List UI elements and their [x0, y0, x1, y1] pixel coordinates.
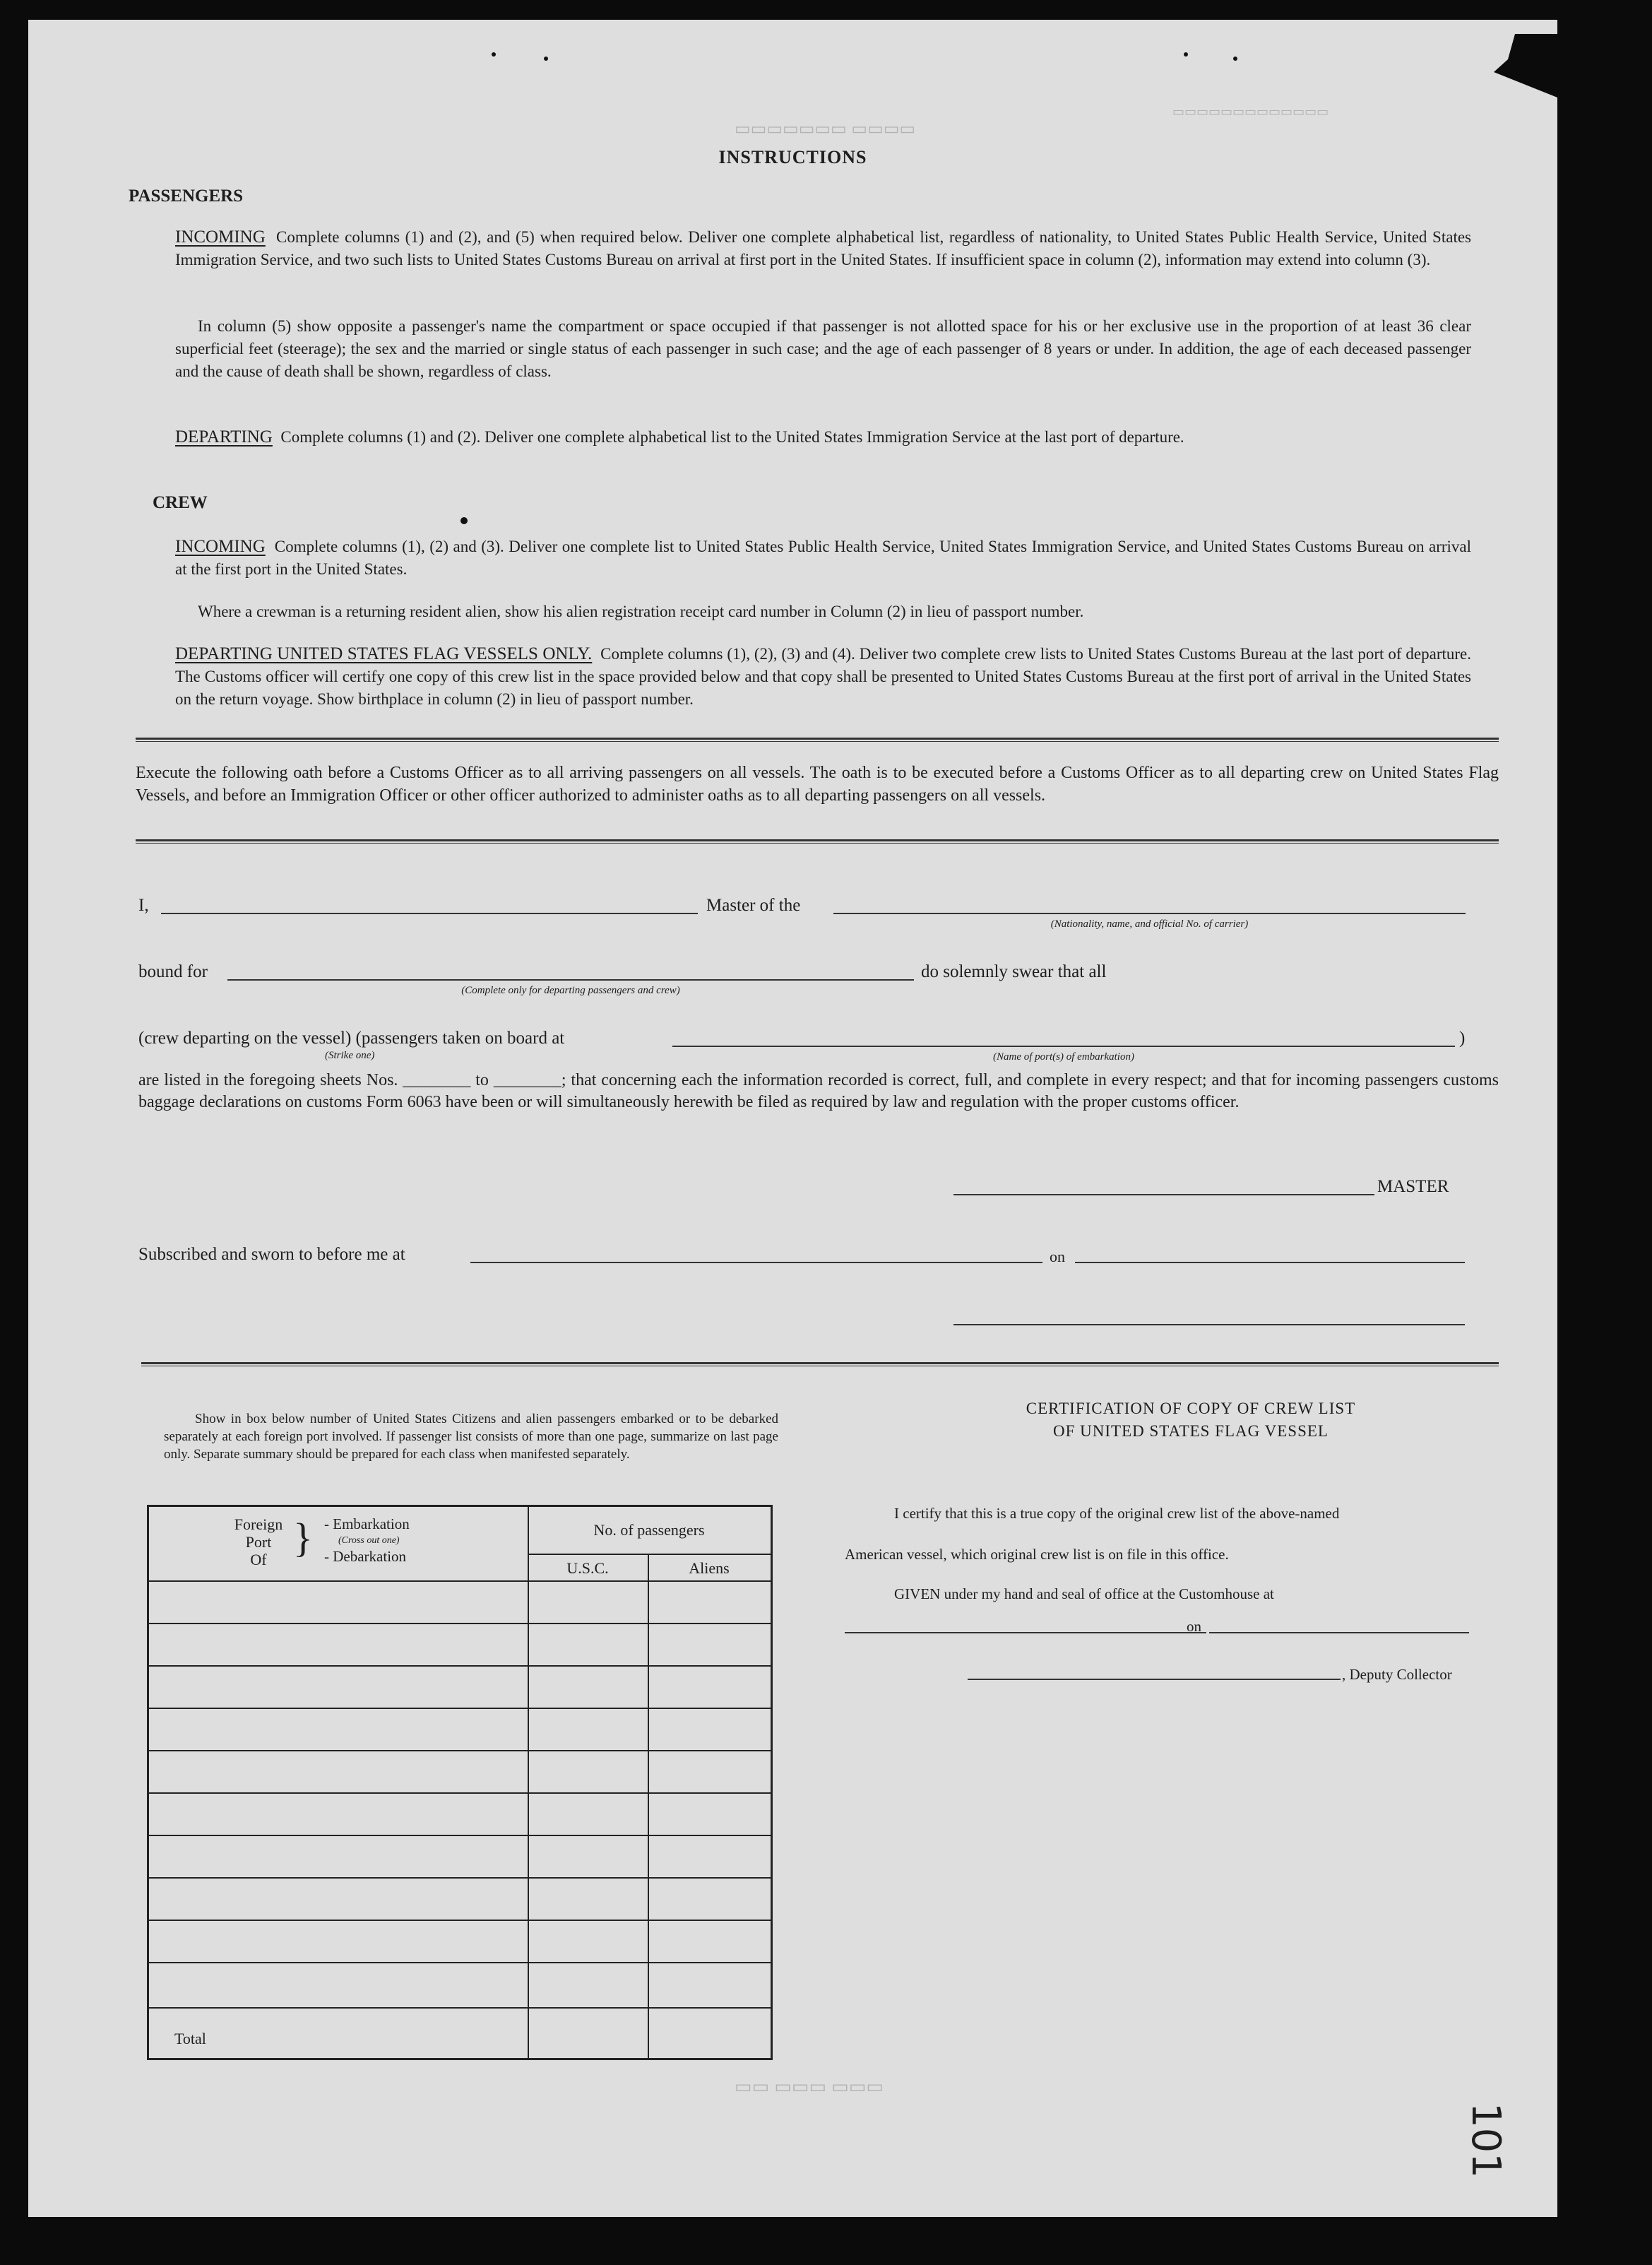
- given-text: GIVEN under my hand and seal of office at the Customhouse at: [894, 1585, 1274, 1602]
- oath-intro: [136, 762, 1499, 807]
- certify-text: I certify that this is a true copy of the original crew list of the above-named: [894, 1505, 1340, 1522]
- usc-header: U.S.C.: [566, 1559, 609, 1577]
- bound-for-field[interactable]: [227, 979, 914, 981]
- bound-for-caption: (Complete only for departing passengers and crew): [461, 985, 680, 996]
- aliens-header: Aliens: [689, 1559, 730, 1577]
- table-header-bottom: [149, 1580, 771, 1582]
- oath-i-label: I,: [138, 896, 149, 915]
- bleed-through-mark: ▭▭▭▭▭▭▭▭▭▭▭▭▭: [1172, 105, 1329, 119]
- table-total-row: [149, 2007, 771, 2009]
- column5-instruction: [175, 315, 1471, 383]
- cross-out-caption: (Cross out one): [338, 1535, 400, 1546]
- master-signature-field[interactable]: [953, 1194, 1374, 1195]
- table-column-divider: [648, 1555, 649, 2058]
- master-of-the-label: Master of the: [706, 896, 801, 915]
- section-divider: [136, 839, 1499, 844]
- port-embarkation-caption: (Name of port(s) of embarkation): [993, 1051, 1134, 1063]
- crew-departing-text: (crew departing on the vessel) (passengers taken on board at: [138, 1029, 565, 1048]
- table-row: [149, 1792, 771, 1794]
- table-header-divider: [528, 1554, 771, 1555]
- customhouse-field[interactable]: [845, 1632, 1206, 1633]
- officer-signature-field[interactable]: [953, 1324, 1465, 1325]
- section-divider: [141, 1362, 1499, 1366]
- crewman-text: Where a crewman is a returning resident alien, show his alien registration receipt card number in Column (2) in lieu of passport number.: [198, 603, 1084, 620]
- foreign-port-of-label: Foreign Port Of: [234, 1515, 283, 1568]
- bleed-through-mark: ▭▭▭▭▭▭▭ ▭▭▭▭: [735, 119, 916, 138]
- oath-intro-text: Execute the following oath before a Customs Officer as to all arriving passengers on all vessels. The oath is to be executed before a Customs Officer as to all departing crew on United States Flag Vessels, and before an Immigration Officer or other officer authorized to administer oaths as to all departing passengers on all vessels.: [136, 764, 1499, 805]
- table-row: [149, 1623, 771, 1624]
- incoming-text: Complete columns (1) and (2), and (5) when required below. Deliver one complete alphabetical list, regardless of nationality, to United States Public Health Service, United States Immigration Service, and two such lists to United States Customs Bureau on arrival at first port in the United States. If insufficient space in column (2), information may extend into column (3).: [175, 228, 1471, 268]
- crew-incoming-text: Complete columns (1), (2) and (3). Deliver one complete list to United States Public Health Service, United States Immigration Service, and United States Customs Bureau on arrival at the first port in the United States.: [175, 538, 1471, 578]
- no-of-passengers-header: No. of passengers: [593, 1521, 705, 1539]
- table-row: [149, 1750, 771, 1751]
- certification-title-line2: OF UNITED STATES FLAG VESSEL: [1053, 1422, 1329, 1440]
- crewman-instruction: [175, 601, 1471, 623]
- subscribed-place-field[interactable]: [470, 1262, 1042, 1263]
- certification-title: [873, 1397, 1509, 1443]
- master-name-field[interactable]: [161, 913, 698, 914]
- subscribed-date-field[interactable]: [1075, 1262, 1465, 1263]
- embarkation-label: - Embarkation: [324, 1515, 410, 1532]
- port-embarkation-field[interactable]: [672, 1046, 1455, 1047]
- carrier-field[interactable]: [833, 913, 1466, 914]
- american-vessel-text: American vessel, which original crew list is on file in this office.: [845, 1546, 1229, 1563]
- incoming-label: INCOMING: [175, 227, 266, 247]
- flag-vessels-instruction: [175, 643, 1471, 711]
- punch-dot: [1184, 52, 1188, 57]
- listed-statement: [138, 1070, 1499, 1113]
- flag-vessels-text: Complete columns (1), (2), (3) and (4). Deliver two complete crew lists to United States Customs Bureau at the last port of departure. The Customs officer will certify one copy of this crew list in the space provided below and that copy shall be presented to United States Customs Bureau at the first port of arrival in the United States on the return voyage. Show birthplace in column (2) in lieu of passport number.: [175, 645, 1471, 708]
- table-row: [149, 1835, 771, 1836]
- table-column-divider: [528, 1507, 529, 2058]
- crew-heading: CREW: [153, 493, 208, 512]
- debarkation-label: - Debarkation: [324, 1548, 407, 1565]
- listed-statement-text: are listed in the foregoing sheets Nos. ________ to ________; that concerning each the information recorded is correct, full, and complete in every respect; and that for incoming passengers customs baggage declarations on customs Form 6063 have been or will simultaneously herewith be filed as required by law and regulation with the proper customs officer.: [138, 1071, 1499, 1111]
- instructions-title: INSTRUCTIONS: [718, 147, 867, 167]
- total-label: Total: [174, 2030, 206, 2047]
- subscribed-label: Subscribed and sworn to before me at: [138, 1245, 405, 1264]
- table-row: [149, 1877, 771, 1879]
- table-row: [149, 1920, 771, 1921]
- passenger-summary-table: [147, 1505, 773, 2060]
- margin-page-number: 101: [1463, 2103, 1509, 2178]
- brace-icon: }: [293, 1515, 313, 1561]
- section-divider: [136, 738, 1499, 742]
- torn-corner: [1487, 34, 1557, 97]
- summary-instruction-text: Show in box below number of United States Citizens and alien passengers embarked or to be debarked separately at each foreign port involved. If passenger list consists of more than one page, summarize on last page only. Separate summary should be prepared for each class when manifested separately.: [164, 1412, 778, 1462]
- column5-text: In column (5) show opposite a passenger's name the compartment or space occupied if that passenger is not allotted space for his or her exclusive use in the proportion of at least 36 clear superficial feet (steerage); the sex and the married or single status of each passenger in such case; and the age of each passenger of 8 years or under. In addition, the age of each deceased passenger and the cause of death shall be shown, regardless of class.: [175, 317, 1471, 380]
- passengers-departing-instruction: [175, 426, 1471, 449]
- master-signature-label: MASTER: [1377, 1177, 1449, 1196]
- certification-on-label: on: [1187, 1618, 1201, 1635]
- table-row: [149, 1708, 771, 1709]
- departing-label: DEPARTING: [175, 427, 273, 447]
- departing-text: Complete columns (1) and (2). Deliver one complete alphabetical list to the United States Immigration Service at the last port of departure.: [280, 428, 1184, 446]
- table-row: [149, 1962, 771, 1963]
- certification-date-field[interactable]: [1209, 1632, 1469, 1633]
- deputy-collector-signature-field[interactable]: [968, 1679, 1341, 1680]
- strike-one-caption: (Strike one): [325, 1050, 375, 1061]
- bleed-through-mark: ▭▭ ▭▭▭ ▭▭▭: [735, 2076, 884, 2097]
- punch-dot: [492, 52, 496, 57]
- subscribed-on-label: on: [1050, 1248, 1065, 1265]
- form-page: [28, 20, 1557, 2217]
- crew-incoming-label: INCOMING: [175, 537, 266, 556]
- punch-dot: [1233, 57, 1237, 61]
- summary-instruction: [164, 1410, 778, 1463]
- close-paren: ): [1459, 1029, 1466, 1048]
- passengers-incoming-instruction: [175, 226, 1471, 271]
- flag-vessels-label: DEPARTING UNITED STATES FLAG VESSELS ONLY.: [175, 644, 593, 663]
- certification-title-line1: CERTIFICATION OF COPY OF CREW LIST: [1026, 1400, 1356, 1417]
- swear-text: do solemnly swear that all: [921, 962, 1107, 981]
- crew-incoming-instruction: [175, 536, 1471, 581]
- table-row: [149, 1665, 771, 1667]
- punch-dot: [544, 57, 548, 61]
- punch-dot: [460, 517, 468, 524]
- bound-for-label: bound for: [138, 962, 208, 981]
- passengers-heading: PASSENGERS: [129, 187, 244, 206]
- carrier-caption: (Nationality, name, and official No. of carrier): [1050, 918, 1249, 930]
- deputy-collector-label: , Deputy Collector: [1342, 1666, 1452, 1683]
